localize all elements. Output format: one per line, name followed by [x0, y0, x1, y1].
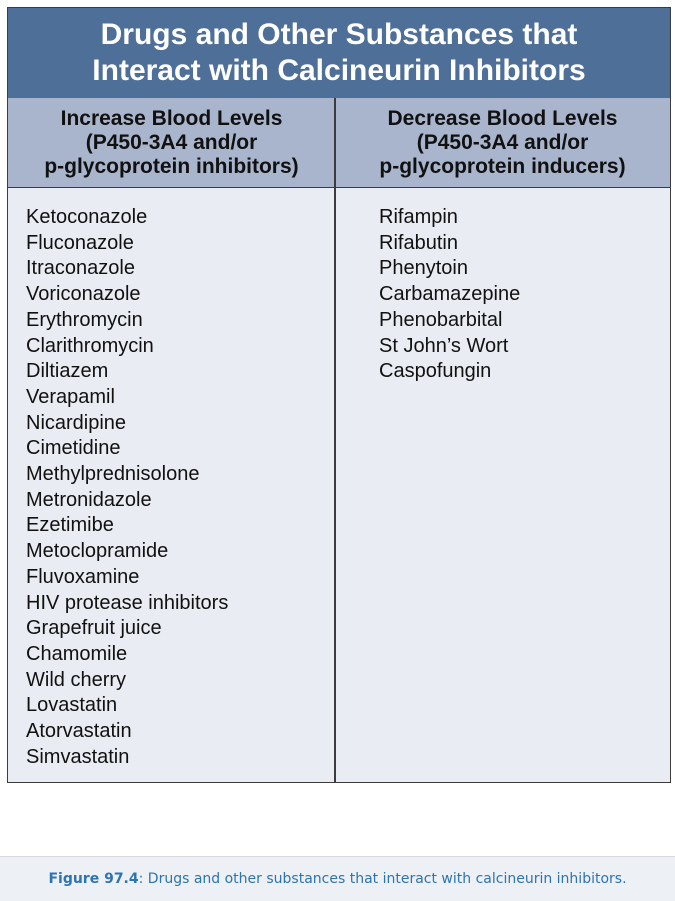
- increase-levels-list: [26, 205, 228, 770]
- decrease-levels-list: [379, 205, 520, 385]
- list-item: Metronidazole: [26, 488, 152, 511]
- table-title-line-1: Drugs and Other Substances that: [100, 18, 578, 51]
- list-item: Ezetimibe: [26, 514, 114, 537]
- list-item: Ketoconazole: [26, 206, 148, 228]
- list-item: St John’s Wort: [379, 334, 509, 357]
- header-right-line-2: (P450-3A4 and/or: [416, 130, 589, 154]
- list-item: Voriconazole: [26, 283, 141, 306]
- list-item: Atorvastatin: [26, 720, 132, 743]
- list-item: Caspofungin: [379, 360, 492, 383]
- list-item: Itraconazole: [26, 257, 135, 280]
- list-item: Erythromycin: [26, 308, 143, 331]
- header-left-line-1: Increase Blood Levels: [60, 106, 283, 130]
- interaction-table: [7, 7, 671, 783]
- table-header-row: [8, 98, 670, 188]
- list-item: Nicardipine: [26, 411, 127, 434]
- list-item: Simvastatin: [26, 745, 130, 768]
- list-item: Lovastatin: [26, 694, 118, 717]
- list-item: Clarithromycin: [26, 334, 154, 357]
- header-right-line-1: Decrease Blood Levels: [387, 106, 618, 130]
- list-item: Chamomile: [26, 642, 128, 665]
- header-left-line-3: p-glycoprotein inhibitors): [44, 154, 299, 178]
- list-item: Methylprednisolone: [26, 463, 200, 486]
- list-item: Metoclopramide: [26, 540, 169, 563]
- list-item: Wild cherry: [26, 668, 127, 691]
- header-increase-blood-levels: [8, 98, 335, 187]
- list-item: Cimetidine: [26, 437, 121, 460]
- list-item: Rifabutin: [379, 231, 458, 254]
- list-item: HIV protease inhibitors: [26, 591, 229, 614]
- list-item: Carbamazepine: [379, 283, 521, 306]
- list-item: Grapefruit juice: [26, 617, 162, 640]
- header-right-line-3: p-glycoprotein inducers): [379, 154, 626, 178]
- header-decrease-blood-levels: [335, 98, 670, 187]
- figure-label: Figure 97.4: [48, 871, 139, 887]
- list-item: Fluconazole: [26, 231, 134, 254]
- list-item: Verapamil: [26, 385, 115, 408]
- figure-caption: [0, 856, 675, 901]
- list-item: Rifampin: [379, 206, 458, 228]
- list-item: Phenobarbital: [379, 308, 503, 331]
- list-item: Diltiazem: [26, 360, 109, 383]
- caption-text: : Drugs and other substances that interact with calcineurin inhibitors.: [138, 871, 627, 887]
- column-divider: [334, 98, 336, 782]
- header-left-line-2: (P450-3A4 and/or: [85, 130, 258, 154]
- table-title-line-2: Interact with Calcineurin Inhibitors: [92, 54, 586, 87]
- list-item: Phenytoin: [379, 257, 468, 280]
- table-title: [8, 8, 670, 98]
- list-item: Fluvoxamine: [26, 565, 140, 588]
